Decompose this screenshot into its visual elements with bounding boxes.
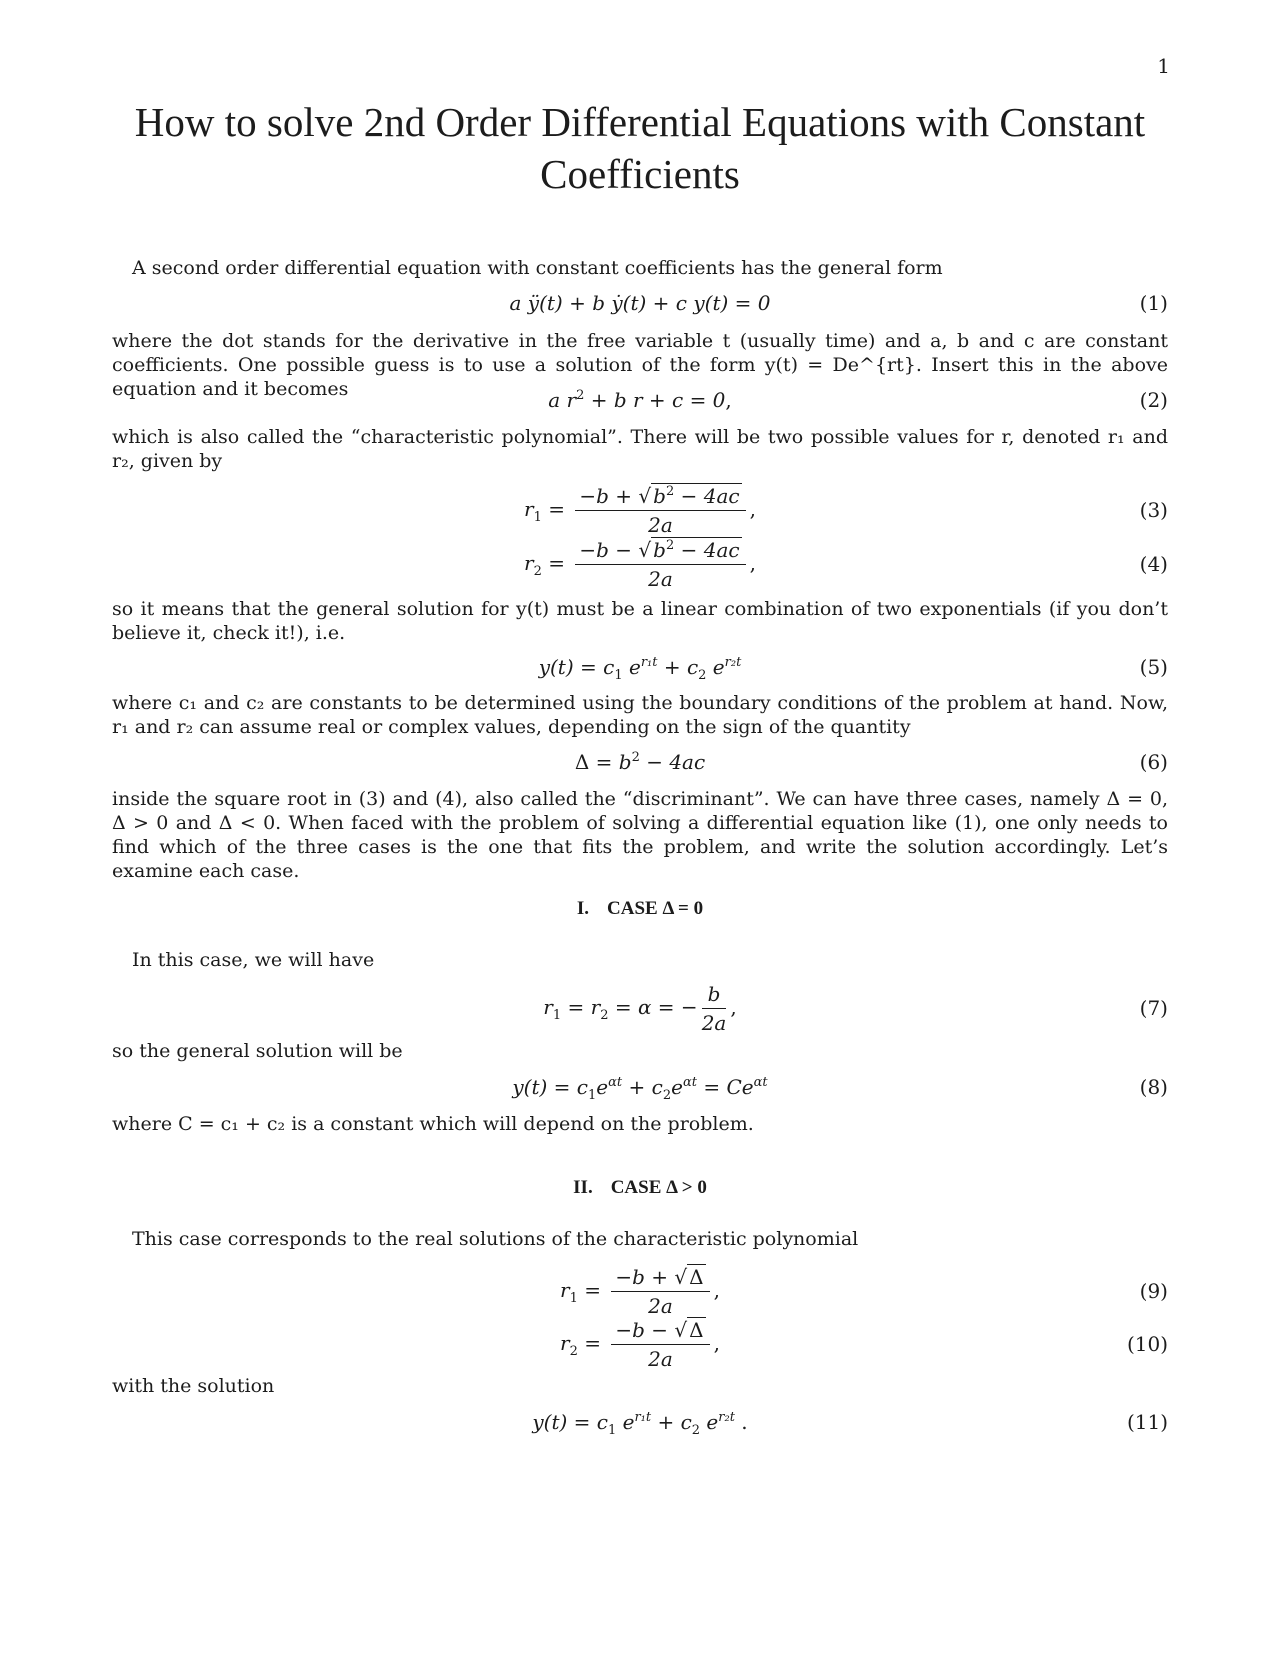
section-title: CASE Δ > 0 (610, 1177, 707, 1198)
equation-number: (1) (1139, 291, 1168, 315)
section-heading-case-2 (112, 1177, 1168, 1199)
section-heading-case-1 (112, 898, 1168, 920)
equation-9: $r_1$ = $\frac{-b + √ \Delta}{2a}$ , (9) (560, 1265, 1168, 1318)
paragraph-case1-intro: In this case, we will have (132, 949, 375, 971)
section-label: I. (576, 898, 590, 919)
paragraph-after-eq6: inside the square root in (3) and (4), also called the “discriminant”. We can have three cases, namely Δ = 0, Δ > 0 and Δ < 0. When faced with the problem of solving a differential equation like (1), one only needs to find which of the three cases is the one that fits the problem, and write the solution accordingly. Let’s examine each case. (112, 788, 1168, 882)
equation-number: (5) (1139, 655, 1168, 679)
equation-3: $r_1$ = $\frac{-b + √ b^2 - 4ac}{2a}$ , (3) (524, 484, 1168, 537)
equation-number: (4) (1139, 552, 1168, 576)
equation-5: $y(t) = c_1$ $e^{r_1t} + c_2$ $e^{r_2t}$ (5) (538, 655, 1168, 683)
equation-number: (3) (1139, 498, 1168, 522)
equation-11: $y(t) = c_1$ $e^{r_1t} + c_2$ $e^{r_2t}$ . (11) (532, 1410, 1168, 1438)
equation-number: (11) (1126, 1410, 1168, 1434)
equation-10: $r_2$ = $\frac{-b - √ \Delta}{2a}$ , (10) (560, 1318, 1168, 1371)
paragraph-after-eq5: where c₁ and c₂ are constants to be determined using the boundary conditions of the problem at hand. Now, r₁ and r₂ can assume real or complex values, depending on the sign of the quantity (112, 692, 1168, 738)
paragraph-intro: A second order differential equation with constant coefficients has the general form (132, 257, 943, 279)
equation-number: (8) (1139, 1075, 1168, 1099)
paragraph-after-eq4: so it means that the general solution for y(t) must be a linear combination of two exponentials (if you don’t believe it, check it!), i.e. (112, 598, 1168, 644)
equation-number: (6) (1139, 750, 1168, 774)
equation-1: a ÿ(t) + b ẏ(t) + c y(t) = 0 (1) (509, 291, 1168, 315)
paragraph-case1-mid: so the general solution will be (112, 1040, 403, 1062)
paragraph-after-eq2: which is also called the “characteristic polynomial”. There will be two possible values for r, denoted r₁ and r₂, given by (112, 426, 1168, 472)
equation-number: (9) (1139, 1279, 1168, 1303)
equation-6: $\Delta = b^2 - 4ac$ (6) (574, 750, 1168, 774)
equation-2: a $r^2 + b$ r + c = 0, (2) (548, 388, 1168, 412)
section-label: II. (573, 1177, 593, 1198)
paragraph-case2-intro: This case corresponds to the real solutions of the characteristic polynomial (132, 1228, 859, 1250)
paragraph-text: where the dot stands for the derivative in the free variable t (usually time) and a, b and c are constant coefficients. One possible guess is to use a solution of the form y(t) = De^{rt}. Insert this in the above equation and it becomes (112, 330, 1168, 400)
document-title: How to solve 2nd Order Differential Equations with Constant Coefficients (134, 99, 1146, 197)
equation-4: $r_2$ = $\frac{-b - √ b^2 - 4ac}{2a}$ , (4) (524, 538, 1168, 591)
equation-7: $r_1 = r_2 = \alpha$ = − $\frac{b}{2a}$ , (7) (543, 982, 1168, 1035)
paragraph-case1-end: where C = c₁ + c₂ is a constant which will depend on the problem. (112, 1113, 754, 1135)
paragraph-case2-mid: with the solution (112, 1375, 275, 1397)
equation-number: (7) (1139, 996, 1168, 1020)
page-number: 1 (1157, 54, 1170, 78)
section-title: CASE Δ = 0 (607, 898, 704, 919)
equation-8: $y(t) = c_1e^{\alpha t} + c_2e^{\alpha t} = Ce^{\alpha t}$ (8) (512, 1075, 1168, 1103)
equation-number: (2) (1139, 388, 1168, 412)
equation-number: (10) (1126, 1332, 1168, 1356)
